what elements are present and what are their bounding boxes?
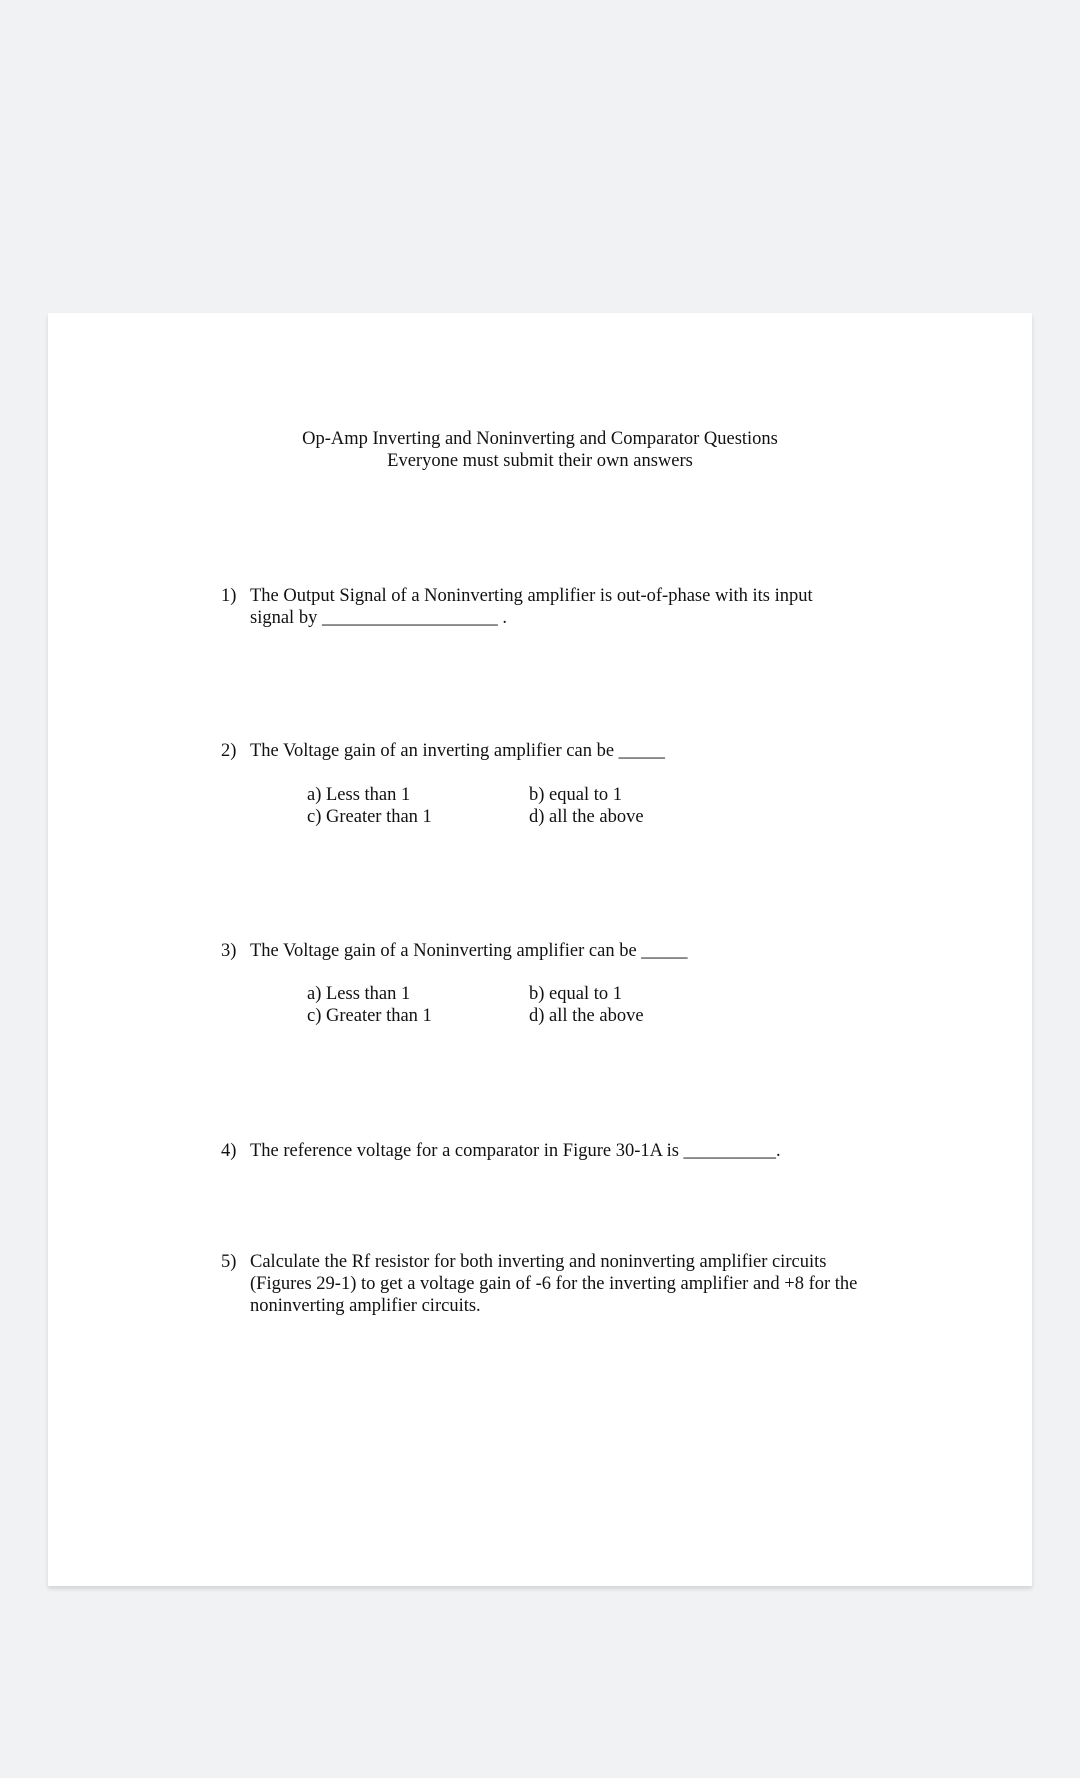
question-5 [221,1251,921,1317]
question-3 [221,940,921,962]
option-b: b) equal to 1 [529,785,622,805]
option-d: d) all the above [529,1006,644,1026]
document-title: Op-Amp Inverting and Noninverting and Comparator Questions [302,429,778,449]
question-number: 3) [221,941,237,961]
option-b: b) equal to 1 [529,984,622,1004]
question-number: 4) [221,1141,237,1161]
question-4 [221,1140,921,1162]
question-text-line: (Figures 29-1) to get a voltage gain of -6 for the inverting amplifier and +8 for the [250,1274,858,1294]
question-text-line: The Voltage gain of an inverting amplifier can be _____ [250,741,665,761]
option-c: c) Greater than 1 [307,807,432,827]
document-subtitle: Everyone must submit their own answers [387,451,693,471]
question-text-line: noninverting amplifier circuits. [250,1296,481,1316]
option-a: a) Less than 1 [307,785,411,805]
question-text-line: Calculate the Rf resistor for both inverting and noninverting amplifier circuits [250,1252,827,1272]
option-d: d) all the above [529,807,644,827]
question-text-line: signal by ___________________ . [250,608,507,628]
question-number: 1) [221,586,237,606]
question-1 [221,585,921,629]
option-a: a) Less than 1 [307,984,411,1004]
question-text-line: The Output Signal of a Noninverting amplifier is out-of-phase with its input [250,586,813,606]
question-text-line: The reference voltage for a comparator in Figure 30-1A is __________. [250,1141,781,1161]
question-text-line: The Voltage gain of a Noninverting amplifier can be _____ [250,941,688,961]
question-2 [221,740,921,762]
document-page [48,313,1032,1586]
option-c: c) Greater than 1 [307,1006,432,1026]
question-number: 5) [221,1252,237,1272]
question-number: 2) [221,741,237,761]
document-header [48,428,1032,472]
